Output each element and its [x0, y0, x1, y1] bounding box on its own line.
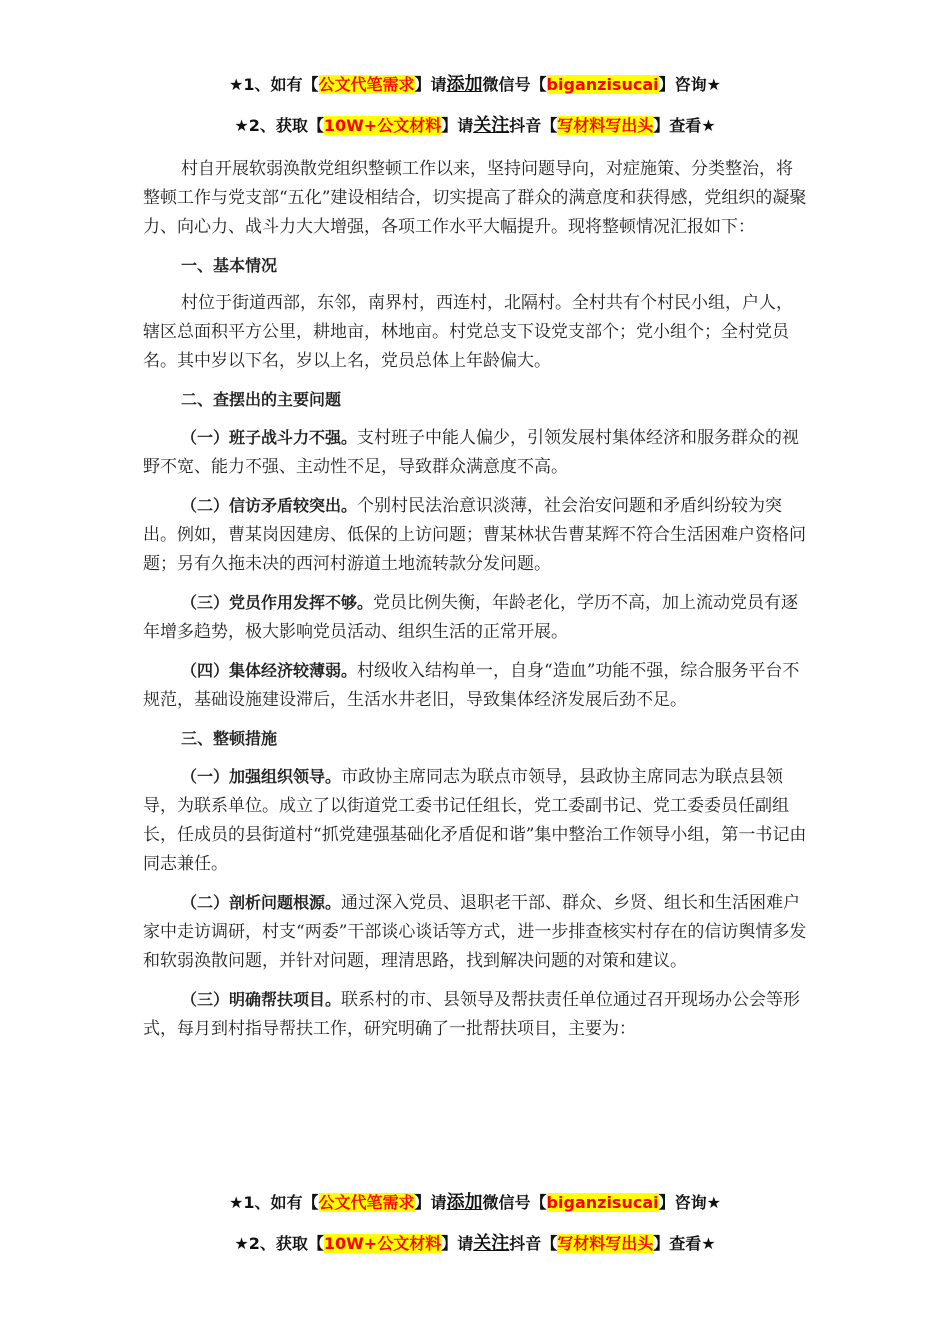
- problem-3: [143, 588, 807, 647]
- highlight-service: 公文代笔需求: [318, 75, 415, 94]
- banner-text: 】咨询: [658, 75, 707, 94]
- banner-text: 】请: [441, 116, 474, 135]
- banner-text: 】请: [414, 1193, 447, 1212]
- measure-1-text: 市政协主席同志为联点市领导，县政协主席同志为联点县领导，为联系单位。成立了以街道党工委书记任组长，党工委副书记、党工委委员任副组长，任成员的县街道村“抓党建强基础化矛盾促和谐”集中整治工作领导小组，第一书记由同志兼任。: [143, 767, 807, 874]
- highlight-service: 公文代笔需求: [318, 1193, 415, 1212]
- star-icon: ★: [701, 116, 716, 135]
- banner-text: 】查看: [653, 1234, 702, 1253]
- underlined-word: 添加: [446, 1192, 483, 1213]
- measure-1: [143, 762, 807, 879]
- problem-2: [143, 491, 807, 579]
- banner-top-line-1: [0, 70, 950, 96]
- section-heading-2: 二、查摆出的主要问题: [181, 390, 342, 409]
- star-icon: ★: [234, 116, 249, 135]
- measure-3: [143, 985, 807, 1044]
- problem-3-lead: （三）党员作用发挥不够。: [181, 593, 374, 612]
- star-icon: ★: [701, 1234, 716, 1253]
- measure-2-text: 通过深入党员、退职老干部、群众、乡贤、组长和生活困难户家中走访调研，村支“两委”干部谈心谈话等方式，进一步排查核实村存在的信访舆情多发和软弱涣散问题，并针对问题，理清思路，找到解决问题的对策和建议。: [143, 893, 807, 971]
- basic-info-paragraph: 村位于街道西部，东邻，南界村，西连村，北隔村。全村共有个村民小组，户人，辖区总面积平方公里，耕地亩，林地亩。村党总支下设党支部个；党小组个；全村党员名。其中岁以下名，岁以上名，党员总体上年龄偏大。: [143, 293, 793, 371]
- banner-text: 】请: [441, 1234, 474, 1253]
- banner-text: 微信号【: [482, 1193, 547, 1212]
- banner-text: 2、获取【: [248, 116, 324, 135]
- problem-4-lead: （四）集体经济较薄弱。: [181, 661, 358, 680]
- problem-1-lead: （一）班子战斗力不强。: [181, 428, 358, 447]
- banner-text: 2、获取【: [248, 1234, 324, 1253]
- banner-text: 1、如有【: [243, 75, 319, 94]
- banner-text: 】查看: [653, 116, 702, 135]
- highlight-wechat-id: biganzisucai: [546, 1193, 659, 1212]
- banner-text: 抖音【: [509, 1234, 558, 1253]
- measure-2: [143, 888, 807, 976]
- measure-3-text: 联系村的市、县领导及帮扶责任单位通过召开现场办公会等形式，每月到村指导帮扶工作，研究明确了一批帮扶项目，主要为：: [143, 990, 801, 1039]
- problem-3-text: 党员比例失衡，年龄老化，学历不高，加上流动党员有逐年增多趋势，极大影响党员活动、组织生活的正常开展。: [143, 593, 799, 642]
- intro-paragraph: 村自开展软弱涣散党组织整顿工作以来，坚持问题导向，对症施策、分类整治，将整顿工作与党支部“五化”建设相结合，切实提高了群众的满意度和获得感，党组织的凝聚力、向心力、战斗力大大增强，各项工作水平大幅提升。现将整顿情况汇报如下：: [143, 159, 807, 237]
- problem-1: [143, 423, 807, 482]
- problem-2-text: 个别村民法治意识淡薄，社会治安问题和矛盾纠纷较为突出。例如，曹某岗因建房、低保的上访问题；曹某林状告曹某辉不符合生活困难户资格问题；另有久拖未决的西河村游道土地流转款分发问题。: [143, 496, 806, 574]
- underlined-word: 添加: [446, 74, 483, 95]
- star-icon: ★: [706, 75, 721, 94]
- highlight-douyin: 写材料写出头: [557, 116, 654, 135]
- star-icon: ★: [234, 1234, 249, 1253]
- banner-top-line-2: [0, 111, 950, 137]
- problem-4: [143, 656, 807, 715]
- highlight-douyin: 写材料写出头: [557, 1234, 654, 1253]
- banner-text: 1、如有【: [243, 1193, 319, 1212]
- measure-3-lead: （三）明确帮扶项目。: [181, 990, 342, 1009]
- banner-bottom-line-1: [0, 1188, 950, 1214]
- banner-text: 】请: [414, 75, 447, 94]
- underlined-word: 关注: [473, 1233, 510, 1254]
- problem-2-lead: （二）信访矛盾较突出。: [181, 496, 358, 515]
- document-body: [143, 155, 807, 1053]
- star-icon: ★: [229, 1193, 244, 1212]
- underlined-word: 关注: [473, 115, 510, 136]
- star-icon: ★: [229, 75, 244, 94]
- measure-2-lead: （二）剖析问题根源。: [181, 893, 342, 912]
- banner-text: 微信号【: [482, 75, 547, 94]
- highlight-materials: 10W+公文材料: [323, 1234, 442, 1253]
- highlight-materials: 10W+公文材料: [323, 116, 442, 135]
- section-heading-3: 三、整顿措施: [181, 729, 278, 748]
- banner-bottom-line-2: [0, 1229, 950, 1255]
- section-heading-1: 一、基本情况: [181, 256, 278, 275]
- problem-4-text: 村级收入结构单一，自身“造血”功能不强，综合服务平台不规范，基础设施建设滞后，生活水井老旧，导致集体经济发展后劲不足。: [143, 661, 800, 710]
- highlight-wechat-id: biganzisucai: [546, 75, 659, 94]
- problem-1-text: 支村班子中能人偏少，引领发展村集体经济和服务群众的视野不宽、能力不强、主动性不足，导致群众满意度不高。: [143, 428, 800, 477]
- star-icon: ★: [706, 1193, 721, 1212]
- banner-text: 】咨询: [658, 1193, 707, 1212]
- banner-text: 抖音【: [509, 116, 558, 135]
- measure-1-lead: （一）加强组织领导。: [181, 767, 342, 786]
